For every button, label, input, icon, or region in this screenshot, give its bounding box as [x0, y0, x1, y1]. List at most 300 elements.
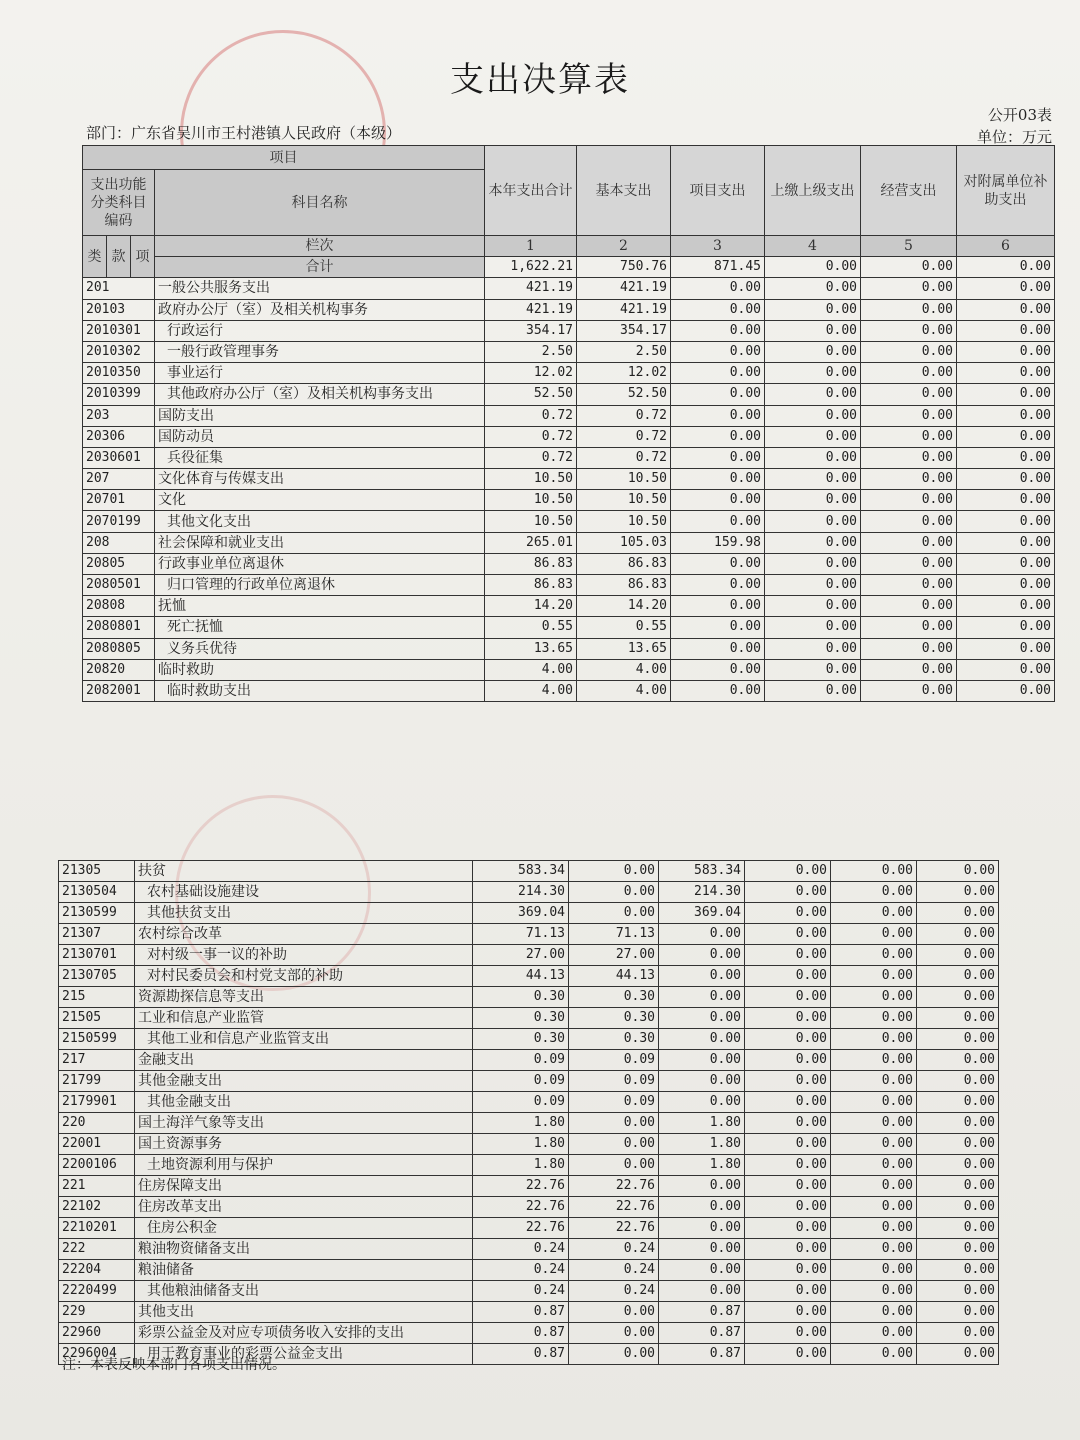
- amount-cell: 4.00: [577, 680, 671, 701]
- amount-cell: 0.72: [577, 405, 671, 426]
- page-title: 支出决算表: [450, 60, 630, 100]
- subject-name: 抚恤: [155, 596, 485, 617]
- amount-cell: 0.00: [745, 1218, 831, 1239]
- amount-cell: 14.20: [577, 596, 671, 617]
- table-row: [59, 924, 999, 945]
- amount-cell: 0.00: [917, 1071, 999, 1092]
- amount-cell: 0.00: [671, 320, 765, 341]
- subject-name: 住房公积金: [135, 1218, 473, 1239]
- table-row: [83, 575, 1055, 596]
- amount-cell: 0.00: [745, 1344, 831, 1365]
- amount-cell: 0.00: [671, 426, 765, 447]
- amount-cell: 0.00: [765, 596, 861, 617]
- amount-cell: 0.00: [569, 1155, 659, 1176]
- subject-code: 2200106: [59, 1155, 135, 1176]
- amount-cell: 0.00: [861, 299, 957, 320]
- amount-cell: 0.00: [831, 987, 917, 1008]
- amount-cell: 0.00: [765, 532, 861, 553]
- amount-cell: 52.50: [485, 384, 577, 405]
- amount-cell: 583.34: [473, 861, 569, 882]
- total-cell: 0.00: [765, 257, 861, 278]
- amount-cell: 0.00: [957, 659, 1055, 680]
- amount-cell: 0.55: [485, 617, 577, 638]
- subject-name: 社会保障和就业支出: [155, 532, 485, 553]
- amount-cell: 0.00: [671, 299, 765, 320]
- amount-cell: 0.00: [861, 405, 957, 426]
- header-xiang: 项: [131, 236, 155, 278]
- subject-name: 农村综合改革: [135, 924, 473, 945]
- amount-cell: 0.00: [917, 1281, 999, 1302]
- amount-cell: 0.00: [831, 1050, 917, 1071]
- amount-cell: 0.30: [473, 1029, 569, 1050]
- amount-cell: 1.80: [659, 1113, 745, 1134]
- amount-cell: 0.00: [671, 659, 765, 680]
- subject-code: 2210201: [59, 1218, 135, 1239]
- table-row: [59, 1281, 999, 1302]
- amount-cell: 0.00: [831, 1008, 917, 1029]
- subject-code: 22001: [59, 1134, 135, 1155]
- amount-cell: 44.13: [473, 966, 569, 987]
- amount-cell: 1.80: [659, 1155, 745, 1176]
- total-cell: 0.00: [957, 257, 1055, 278]
- amount-cell: 0.09: [569, 1050, 659, 1071]
- amount-cell: 0.00: [861, 363, 957, 384]
- amount-cell: 27.00: [473, 945, 569, 966]
- amount-cell: 0.00: [831, 1113, 917, 1134]
- amount-cell: 0.00: [917, 1197, 999, 1218]
- amount-cell: 0.00: [861, 638, 957, 659]
- amount-cell: 0.00: [765, 447, 861, 468]
- amount-cell: 0.00: [659, 924, 745, 945]
- subject-name: 其他粮油储备支出: [135, 1281, 473, 1302]
- amount-cell: 0.00: [765, 575, 861, 596]
- table-row: [59, 1008, 999, 1029]
- amount-cell: 354.17: [485, 320, 577, 341]
- header-lei: 类: [83, 236, 107, 278]
- amount-cell: 12.02: [485, 363, 577, 384]
- amount-cell: 71.13: [473, 924, 569, 945]
- amount-cell: 0.00: [569, 1134, 659, 1155]
- amount-cell: 0.00: [745, 1176, 831, 1197]
- amount-cell: 0.00: [659, 987, 745, 1008]
- amount-cell: 0.00: [765, 553, 861, 574]
- amount-cell: 0.00: [659, 966, 745, 987]
- subject-name: 其他金融支出: [135, 1092, 473, 1113]
- amount-cell: 0.72: [577, 426, 671, 447]
- subject-code: 20808: [83, 596, 155, 617]
- amount-cell: 0.00: [765, 638, 861, 659]
- subject-name: 其他扶贫支出: [135, 903, 473, 924]
- amount-cell: 0.00: [671, 575, 765, 596]
- amount-cell: 10.50: [485, 511, 577, 532]
- subject-code: 2070199: [83, 511, 155, 532]
- subject-name: 其他文化支出: [155, 511, 485, 532]
- amount-cell: 0.00: [745, 945, 831, 966]
- amount-cell: 159.98: [671, 532, 765, 553]
- subject-code: 21307: [59, 924, 135, 945]
- amount-cell: 421.19: [485, 278, 577, 299]
- subject-code: 2080501: [83, 575, 155, 596]
- amount-cell: 214.30: [473, 882, 569, 903]
- amount-cell: 13.65: [577, 638, 671, 659]
- subject-name: 一般行政管理事务: [155, 341, 485, 362]
- table-row: [59, 945, 999, 966]
- amount-cell: 0.00: [917, 1155, 999, 1176]
- amount-cell: 0.00: [659, 1008, 745, 1029]
- amount-cell: 0.00: [957, 405, 1055, 426]
- amount-cell: 0.00: [745, 1134, 831, 1155]
- table-row: [59, 1113, 999, 1134]
- amount-cell: 0.00: [861, 553, 957, 574]
- amount-cell: 0.00: [765, 320, 861, 341]
- amount-cell: 0.00: [917, 1239, 999, 1260]
- subject-code: 2296004: [59, 1344, 135, 1365]
- amount-cell: 0.00: [765, 405, 861, 426]
- subject-code: 2220499: [59, 1281, 135, 1302]
- table-row: [83, 638, 1055, 659]
- amount-cell: 583.34: [659, 861, 745, 882]
- table-row: [59, 966, 999, 987]
- subject-name: 政府办公厅（室）及相关机构事务: [155, 299, 485, 320]
- amount-cell: 0.00: [745, 987, 831, 1008]
- table-row: [59, 1239, 999, 1260]
- amount-cell: 0.00: [659, 1029, 745, 1050]
- amount-cell: 0.00: [861, 596, 957, 617]
- total-cell: 0.00: [861, 257, 957, 278]
- subject-name: 国土资源事务: [135, 1134, 473, 1155]
- subject-name: 事业运行: [155, 363, 485, 384]
- amount-cell: 0.30: [569, 987, 659, 1008]
- amount-cell: 0.00: [917, 924, 999, 945]
- subject-code: 203: [83, 405, 155, 426]
- amount-cell: 0.00: [745, 1092, 831, 1113]
- amount-cell: 4.00: [485, 680, 577, 701]
- amount-cell: 0.00: [671, 278, 765, 299]
- header-subject-name: 科目名称: [155, 170, 485, 236]
- amount-cell: 0.00: [671, 490, 765, 511]
- subject-code: 229: [59, 1302, 135, 1323]
- amount-cell: 0.00: [861, 341, 957, 362]
- amount-cell: 1.80: [473, 1155, 569, 1176]
- subject-name: 行政运行: [155, 320, 485, 341]
- subject-code: 2010399: [83, 384, 155, 405]
- amount-cell: 0.00: [659, 1281, 745, 1302]
- amount-cell: 0.87: [659, 1344, 745, 1365]
- amount-cell: 0.30: [473, 987, 569, 1008]
- header-col-total: 本年支出合计: [485, 146, 577, 236]
- amount-cell: 0.00: [745, 1281, 831, 1302]
- subject-code: 2150599: [59, 1029, 135, 1050]
- amount-cell: 0.72: [577, 447, 671, 468]
- amount-cell: 0.00: [671, 405, 765, 426]
- table-row: [83, 299, 1055, 320]
- subject-name: 粮油储备: [135, 1260, 473, 1281]
- amount-cell: 0.00: [861, 617, 957, 638]
- table-row: [83, 447, 1055, 468]
- amount-cell: 0.00: [659, 1176, 745, 1197]
- header-class-code: 支出功能分类科目编码: [83, 170, 155, 236]
- subject-name: 工业和信息产业监管: [135, 1008, 473, 1029]
- amount-cell: 0.00: [957, 553, 1055, 574]
- amount-cell: 0.00: [671, 469, 765, 490]
- amount-cell: 0.00: [831, 1155, 917, 1176]
- table-row: [59, 1071, 999, 1092]
- subject-code: 2082001: [83, 680, 155, 701]
- amount-cell: 0.00: [745, 1197, 831, 1218]
- amount-cell: 0.00: [917, 1323, 999, 1344]
- table-row: [83, 405, 1055, 426]
- subject-code: 220: [59, 1113, 135, 1134]
- amount-cell: 0.00: [765, 299, 861, 320]
- amount-cell: 0.00: [831, 1302, 917, 1323]
- subject-code: 22102: [59, 1197, 135, 1218]
- header-column-row: 栏次: [155, 236, 485, 257]
- subject-name: 土地资源利用与保护: [135, 1155, 473, 1176]
- subject-code: 20820: [83, 659, 155, 680]
- amount-cell: 0.00: [831, 945, 917, 966]
- subject-code: 2010301: [83, 320, 155, 341]
- amount-cell: 22.76: [473, 1197, 569, 1218]
- header-kuan: 款: [107, 236, 131, 278]
- amount-cell: 0.00: [745, 1071, 831, 1092]
- amount-cell: 421.19: [485, 299, 577, 320]
- amount-cell: 0.00: [659, 1260, 745, 1281]
- amount-cell: 0.00: [957, 490, 1055, 511]
- amount-cell: 0.00: [917, 1176, 999, 1197]
- subject-name: 扶贫: [135, 861, 473, 882]
- amount-cell: 0.00: [671, 511, 765, 532]
- amount-cell: 0.00: [831, 1197, 917, 1218]
- amount-cell: 0.00: [659, 1197, 745, 1218]
- amount-cell: 0.00: [917, 1050, 999, 1071]
- subject-code: 21505: [59, 1008, 135, 1029]
- amount-cell: 0.00: [831, 1176, 917, 1197]
- subject-code: 2010302: [83, 341, 155, 362]
- subject-code: 215: [59, 987, 135, 1008]
- subject-name: 住房保障支出: [135, 1176, 473, 1197]
- amount-cell: 0.00: [745, 861, 831, 882]
- subject-code: 2080805: [83, 638, 155, 659]
- unit-label: 单位：万元: [976, 128, 1052, 146]
- amount-cell: 10.50: [577, 511, 671, 532]
- amount-cell: 0.00: [831, 1071, 917, 1092]
- amount-cell: 0.00: [831, 1260, 917, 1281]
- subject-name: 其他政府办公厅（室）及相关机构事务支出: [155, 384, 485, 405]
- amount-cell: 0.87: [473, 1344, 569, 1365]
- col-number-6: 6: [957, 236, 1055, 257]
- table-row: [83, 363, 1055, 384]
- table-row: [83, 553, 1055, 574]
- amount-cell: 0.72: [485, 405, 577, 426]
- amount-cell: 0.00: [569, 1302, 659, 1323]
- amount-cell: 0.00: [765, 384, 861, 405]
- amount-cell: 0.00: [917, 987, 999, 1008]
- amount-cell: 0.24: [569, 1281, 659, 1302]
- amount-cell: 0.00: [917, 1008, 999, 1029]
- subject-code: 2010350: [83, 363, 155, 384]
- amount-cell: 0.00: [745, 1155, 831, 1176]
- amount-cell: 354.17: [577, 320, 671, 341]
- amount-cell: 0.00: [917, 1218, 999, 1239]
- amount-cell: 0.87: [473, 1302, 569, 1323]
- amount-cell: 0.00: [831, 1134, 917, 1155]
- subject-name: 金融支出: [135, 1050, 473, 1071]
- col-number-4: 4: [765, 236, 861, 257]
- subject-code: 21305: [59, 861, 135, 882]
- amount-cell: 0.24: [473, 1239, 569, 1260]
- amount-cell: 0.00: [861, 469, 957, 490]
- subject-name: 对村民委员会和村党支部的补助: [135, 966, 473, 987]
- amount-cell: 52.50: [577, 384, 671, 405]
- header-col-project: 项目支出: [671, 146, 765, 236]
- total-label: 合计: [155, 257, 485, 278]
- amount-cell: 0.00: [831, 1323, 917, 1344]
- subject-code: 2080801: [83, 617, 155, 638]
- amount-cell: 0.00: [765, 680, 861, 701]
- footnote: 注：本表反映本部门各项支出情况。: [62, 1357, 286, 1373]
- amount-cell: 0.00: [659, 1239, 745, 1260]
- header-col-basic: 基本支出: [577, 146, 671, 236]
- amount-cell: 0.00: [671, 638, 765, 659]
- amount-cell: 0.00: [765, 617, 861, 638]
- table-row: [83, 320, 1055, 341]
- amount-cell: 0.00: [917, 861, 999, 882]
- amount-cell: 0.30: [569, 1029, 659, 1050]
- amount-cell: 0.00: [745, 924, 831, 945]
- amount-cell: 0.72: [485, 426, 577, 447]
- amount-cell: 421.19: [577, 299, 671, 320]
- amount-cell: 0.00: [765, 469, 861, 490]
- amount-cell: 0.00: [861, 447, 957, 468]
- table-row: [83, 596, 1055, 617]
- amount-cell: 369.04: [473, 903, 569, 924]
- amount-cell: 0.00: [917, 1302, 999, 1323]
- subject-name: 临时救助支出: [155, 680, 485, 701]
- amount-cell: 0.00: [957, 469, 1055, 490]
- col-number-5: 5: [861, 236, 957, 257]
- subject-code: 221: [59, 1176, 135, 1197]
- amount-cell: 22.76: [473, 1176, 569, 1197]
- header-col-subsidy: 对附属单位补助支出: [957, 146, 1055, 236]
- table-row: [59, 1092, 999, 1113]
- col-number-2: 2: [577, 236, 671, 257]
- amount-cell: 44.13: [569, 966, 659, 987]
- amount-cell: 0.00: [765, 659, 861, 680]
- amount-cell: 86.83: [485, 553, 577, 574]
- amount-cell: 14.20: [485, 596, 577, 617]
- subject-name: 临时救助: [155, 659, 485, 680]
- amount-cell: 0.00: [917, 966, 999, 987]
- amount-cell: 27.00: [569, 945, 659, 966]
- amount-cell: 0.00: [659, 1218, 745, 1239]
- amount-cell: 0.00: [831, 882, 917, 903]
- amount-cell: 2.50: [577, 341, 671, 362]
- subject-code: 20103: [83, 299, 155, 320]
- amount-cell: 10.50: [485, 490, 577, 511]
- table-row: [83, 511, 1055, 532]
- table-row: [59, 903, 999, 924]
- table-row: [59, 1050, 999, 1071]
- amount-cell: 0.00: [831, 1281, 917, 1302]
- amount-cell: 0.00: [957, 532, 1055, 553]
- total-cell: 1,622.21: [485, 257, 577, 278]
- table-row: [59, 1155, 999, 1176]
- subject-code: 22960: [59, 1323, 135, 1344]
- amount-cell: 421.19: [577, 278, 671, 299]
- amount-cell: 0.24: [473, 1260, 569, 1281]
- table-row: [83, 617, 1055, 638]
- amount-cell: 0.09: [569, 1071, 659, 1092]
- amount-cell: 22.76: [569, 1176, 659, 1197]
- amount-cell: 10.50: [485, 469, 577, 490]
- amount-cell: 86.83: [577, 553, 671, 574]
- amount-cell: 0.00: [957, 363, 1055, 384]
- table-row: [59, 882, 999, 903]
- amount-cell: 4.00: [485, 659, 577, 680]
- amount-cell: 0.87: [473, 1323, 569, 1344]
- amount-cell: 0.00: [745, 882, 831, 903]
- amount-cell: 0.00: [917, 1134, 999, 1155]
- amount-cell: 0.00: [765, 363, 861, 384]
- subject-name: 一般公共服务支出: [155, 278, 485, 299]
- amount-cell: 1.80: [473, 1134, 569, 1155]
- amount-cell: 0.00: [745, 1113, 831, 1134]
- amount-cell: 0.00: [569, 1113, 659, 1134]
- subject-name: 资源勘探信息等支出: [135, 987, 473, 1008]
- subject-code: 2130504: [59, 882, 135, 903]
- table-row: [59, 1302, 999, 1323]
- subject-code: 2030601: [83, 447, 155, 468]
- amount-cell: 86.83: [485, 575, 577, 596]
- subject-code: 208: [83, 532, 155, 553]
- amount-cell: 10.50: [577, 490, 671, 511]
- subject-name: 国防支出: [155, 405, 485, 426]
- expenditure-table-bottom: [58, 860, 999, 1365]
- amount-cell: 0.00: [671, 617, 765, 638]
- amount-cell: 0.00: [765, 490, 861, 511]
- subject-name: 农村基础设施建设: [135, 882, 473, 903]
- amount-cell: 0.00: [765, 511, 861, 532]
- table-row: [59, 1323, 999, 1344]
- amount-cell: 10.50: [577, 469, 671, 490]
- amount-cell: 0.00: [861, 278, 957, 299]
- table-row: [83, 490, 1055, 511]
- amount-cell: 22.76: [569, 1218, 659, 1239]
- subject-name: 其他金融支出: [135, 1071, 473, 1092]
- amount-cell: 0.00: [831, 1092, 917, 1113]
- amount-cell: 0.30: [473, 1008, 569, 1029]
- amount-cell: 0.00: [917, 1344, 999, 1365]
- subject-code: 20805: [83, 553, 155, 574]
- subject-code: 21799: [59, 1071, 135, 1092]
- amount-cell: 12.02: [577, 363, 671, 384]
- subject-name: 国防动员: [155, 426, 485, 447]
- table-row: [59, 1029, 999, 1050]
- amount-cell: 0.00: [745, 1302, 831, 1323]
- subject-name: 义务兵优待: [155, 638, 485, 659]
- subject-name: 彩票公益金及对应专项债务收入安排的支出: [135, 1323, 473, 1344]
- table-row: [83, 532, 1055, 553]
- subject-name: 死亡抚恤: [155, 617, 485, 638]
- amount-cell: 0.00: [671, 341, 765, 362]
- amount-cell: 0.30: [569, 1008, 659, 1029]
- amount-cell: 0.00: [569, 1344, 659, 1365]
- table-row: [83, 341, 1055, 362]
- header-item: 项目: [83, 146, 485, 170]
- amount-cell: 0.00: [671, 447, 765, 468]
- table-row: [59, 1260, 999, 1281]
- subject-name: 文化: [155, 490, 485, 511]
